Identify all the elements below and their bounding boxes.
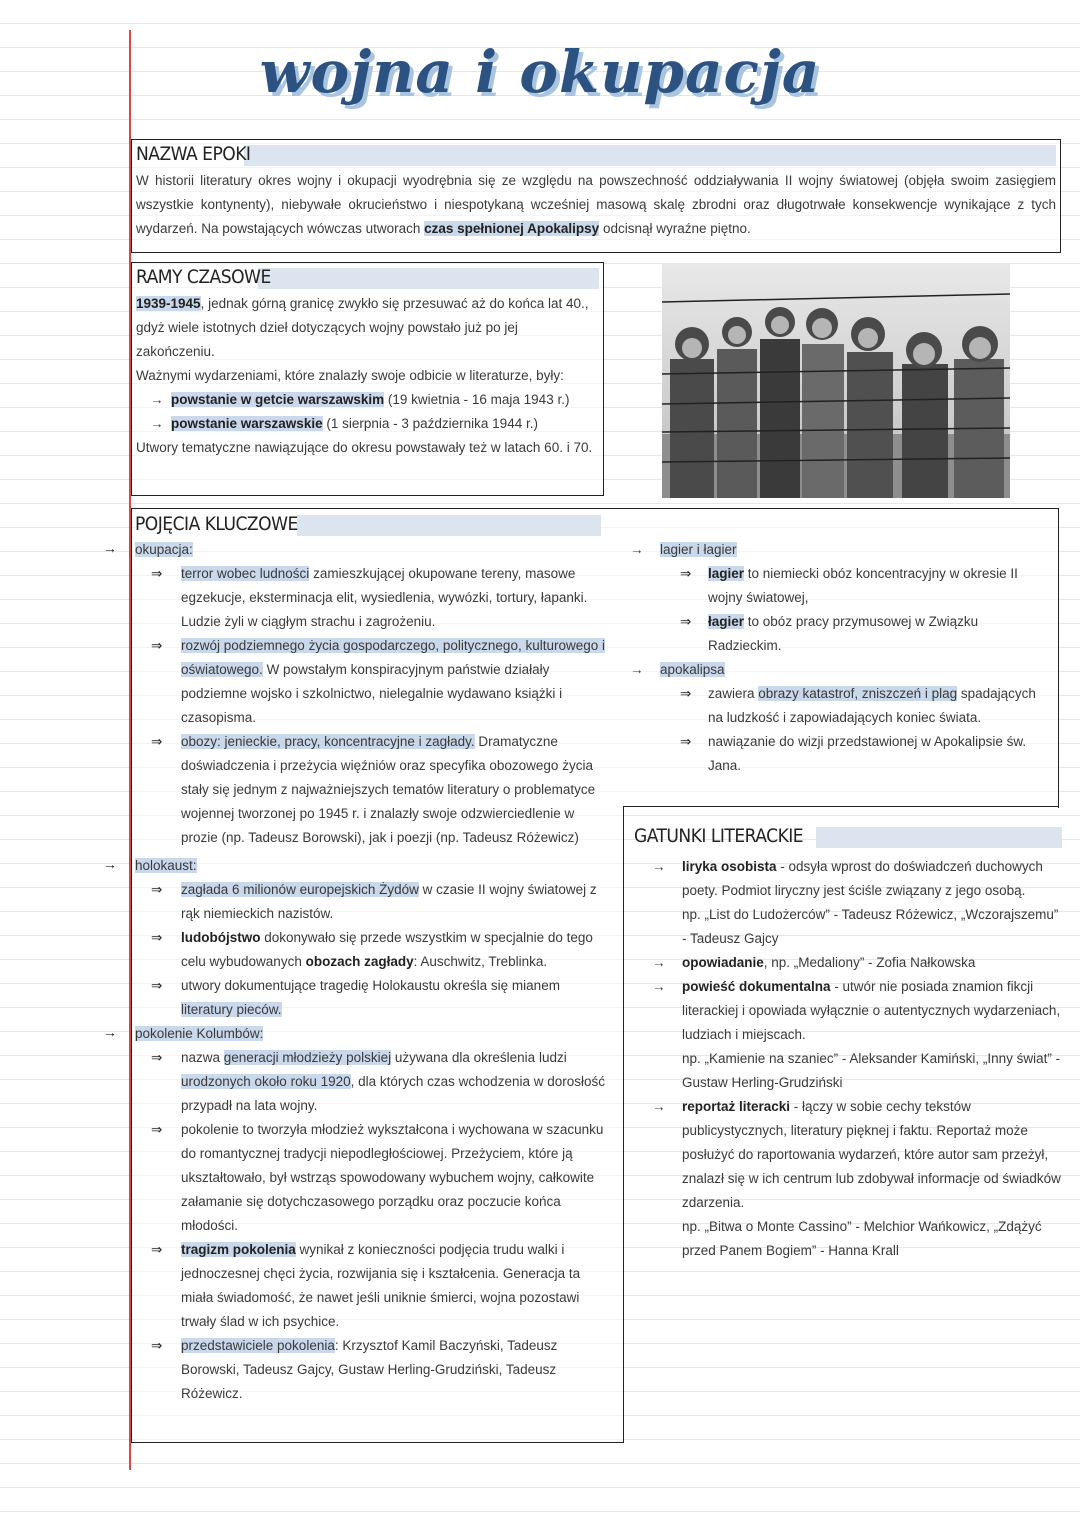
list-item: ⇒ utwory dokumentujące tragedię Holokaustu określa się mianem literatury pieców. <box>151 978 560 1017</box>
term-lagier: → lagier i łagier <box>630 542 737 557</box>
section-header: GATUNKI LITERACKIE <box>630 822 1062 851</box>
ramy-event: → powstanie warszawskie (1 sierpnia - 3 października 1944 r.) <box>150 416 538 431</box>
list-item: ⇒ lagier to niemiecki obóz koncentracyjny w okresie II wojny światowej, <box>680 566 1018 605</box>
ramy-text: 1939-1945, jednak górną granicę zwykło się przesuwać aż do końca lat 40., gdyż wiele istotnych dzieł dotyczących wojny powstało już po jej zakończeniu. <box>136 296 589 359</box>
section-ramy-czasowe <box>131 262 604 496</box>
nazwa-epoki-text: W historii literatury okres wojny i okupacji wyodrębnia się ze względu na powszechność oddziaływania II wojny światowej (objęła swoim zasięgiem wszystkie kontynenty), niebywałe okrucieństwo i niespotykaną wcześniej masową skalę zbrodni oraz długotrwałe konsekwencje wynikające z tych wydarzeń. Na powstających wówczas utworach czas spełnionej Apokalipsy odcisnął wyraźne piętno. <box>136 173 1056 236</box>
list-item: ⇒ przedstawiciele pokolenia: Krzysztof Kamil Baczyński, Tadeusz Borowski, Tadeusz Gajcy, Gustaw Herling-Grudziński, Tadeusz Różewicz. <box>151 1338 558 1401</box>
list-item: ⇒ tragizm pokolenia wynikał z konieczności podjęcia trudu walki i jednoczesnej chęci życia, rozwijania się i kształcenia. Generacja ta miała świadomość, że nawet jeśli uniknie śmierci, wojna pozostawi trwały ślad w ich psychice. <box>151 1242 581 1329</box>
list-item: ⇒ ludobójstwo dokonywało się przede wszystkim w specjalnie do tego celu wybudowanych obozach zagłady: Auschwitz, Treblinka. <box>151 930 593 969</box>
list-item: ⇒ obozy: jenieckie, pracy, koncentracyjne i zagłady. Dramatyczne doświadczenia i przeżycia więźniów oraz specyfika obozowego życia stały się jednym z najważniejszych tematów literatury o problematyce wojennej tworzonej po 1945 r. i znalazły swoje odzwierciedlenie w prozie (np. Tadeusz Borowski), jak i poezji (np. Tadeusz Różewicz) <box>151 734 596 845</box>
section-nazwa-epoki <box>131 139 1061 253</box>
section-gatunki <box>630 822 1062 1263</box>
term-holokaust: holokaust: <box>135 858 197 873</box>
list-item: ⇒ zagłada 6 milionów europejskich Żydów w czasie II wojny światowej z rąk niemieckich nazistów. <box>151 882 597 921</box>
term-apokalipsa: → apokalipsa <box>630 662 725 677</box>
arrow-icon: → <box>103 1024 117 1040</box>
list-item: ⇒ terror wobec ludności zamieszkującej okupowane tereny, masowe egzekucje, eksterminacja elit, wysiedlenia, wywózki, tortury, łapanki. Ludzie żyli w ciągłym strachu i zagrożeniu. <box>151 566 588 629</box>
term-kolumbowie: pokolenie Kolumbów: <box>135 1026 264 1041</box>
genre-item: → reportaż literacki - łączy w sobie cechy tekstów publicystycznych, literatury pięknej i faktu. Reportaż może posłużyć do raportowania wydarzeń, które autor sam przeżył, znalazł się w ich centrum lub zdobywał informacje od świadków zdarzenia. np. „Bitwa o Monte Cassino” - Melchior Wańkowicz, „Zdążyć przed Panem Bogiem” - Hanna Krall <box>652 1099 1061 1258</box>
historical-photo <box>662 264 1010 498</box>
list-item: ⇒ zawiera obrazy katastrof, zniszczeń i plag spadających na ludzkość i zapowiadających koniec świata. <box>680 686 1036 725</box>
section-pojecia-right-close <box>623 806 1059 808</box>
section-header: RAMY CZASOWE <box>132 263 603 292</box>
list-item: ⇒ rozwój podziemnego życia gospodarczego, politycznego, kulturowego i oświatowego. W powstałym konspiracyjnym państwie działały podziemne wojsko i szkolnictwo, nielegalnie wydawano książki i czasopisma. <box>151 638 605 725</box>
term-okupacja: okupacja: <box>135 542 193 557</box>
genre-item: → powieść dokumentalna - utwór nie posiada znamion fikcji literackiej i opowiada wyłącznie o autentycznych wydarzeniach, ludziach i miejscach. np. „Kamienie na szaniec” - Aleksander Kamiński, „Inny świat” - Gustaw Herling-Grudziński <box>652 979 1061 1090</box>
list-item: ⇒ pokolenie to tworzyła młodzież wykształcona i wychowana w szacunku do romantycznej tradycji niepodległościowej. Przeżyciem, które ją ukształtowało, był wstrząs spowodowany wybuchem wojny, całkowite załamanie się dotychczasowego porządku oraz poczucie końca młodości. <box>151 1122 604 1233</box>
arrow-icon: → <box>103 540 117 556</box>
ramy-text-end: Utwory tematyczne nawiązujące do okresu powstawały też w latach 60. i 70. <box>136 440 593 455</box>
list-item: ⇒ nazwa generacji młodzieży polskiej używana dla określenia ludzi urodzonych około roku 1920, dla których czas wchodzenia w dorosłość przypadł na lata wojny. <box>151 1050 605 1113</box>
pojecia-left-column <box>103 538 611 1406</box>
ramy-events-intro: Ważnymi wydarzeniami, które znalazły swoje odbicie w literaturze, były: <box>136 368 564 383</box>
genre-item: → opowiadanie, np. „Medaliony” - Zofia Nałkowska <box>652 955 976 970</box>
page-title: wojna i okupacja <box>259 38 821 106</box>
pojecia-right-column <box>630 538 1050 778</box>
ramy-event: → powstanie w getcie warszawskim (19 kwietnia - 16 maja 1943 r.) <box>150 392 570 407</box>
list-item: ⇒ łagier to obóz pracy przymusowej w Związku Radzieckim. <box>680 614 979 653</box>
section-header: NAZWA EPOKI <box>132 140 1060 169</box>
genre-item: → liryka osobista - odsyła wprost do doświadczeń duchowych poety. Podmiot liryczny jest ściśle związany z jego osobą. np. „List do Ludożerców” - Tadeusz Różewicz, „Wczorajszemu” - Tadeusz Gajcy <box>652 859 1059 946</box>
pojecia-header: POJĘCIA KLUCZOWE <box>131 510 601 539</box>
arrow-icon: → <box>103 856 117 872</box>
list-item: ⇒ nawiązanie do wizji przedstawionej w Apokalipsie św. Jana. <box>680 734 1027 773</box>
